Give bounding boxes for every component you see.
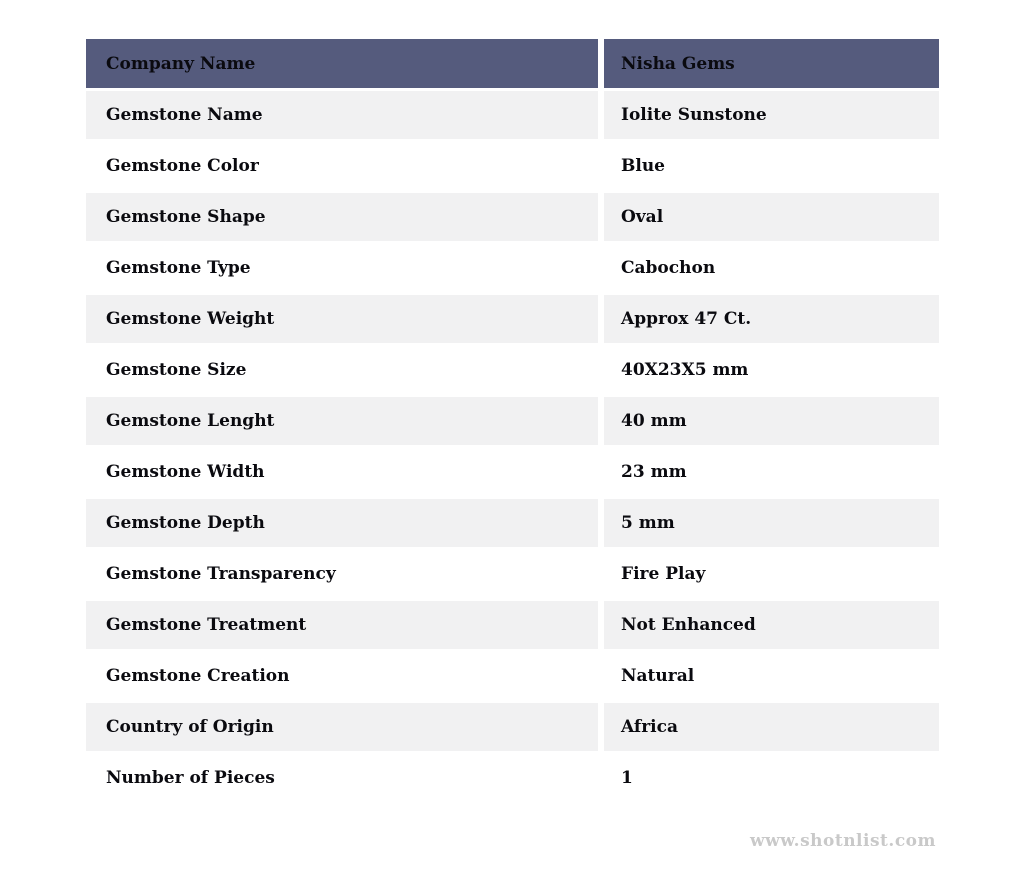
spec-value: Iolite Sunstone (604, 91, 939, 139)
spec-label: Gemstone Color (86, 142, 598, 190)
table-row-gemstone-shape (86, 193, 939, 241)
table-row-gemstone-width (86, 448, 939, 496)
spec-label: Gemstone Name (86, 91, 598, 139)
spec-value: Cabochon (604, 244, 939, 292)
spec-label: Country of Origin (86, 703, 598, 751)
spec-value: Blue (604, 142, 939, 190)
spec-label: Gemstone Type (86, 244, 598, 292)
spec-label: Number of Pieces (86, 754, 598, 802)
table-row-gemstone-size (86, 346, 939, 394)
spec-label: Gemstone Treatment (86, 601, 598, 649)
spec-label: Gemstone Transparency (86, 550, 598, 598)
spec-value: Africa (604, 703, 939, 751)
table-body (86, 91, 939, 802)
watermark: www.shotnlist.com (749, 831, 936, 851)
table-row-number-of-pieces (86, 754, 939, 802)
gemstone-spec-table (86, 39, 939, 805)
spec-value: Approx 47 Ct. (604, 295, 939, 343)
table-row-gemstone-creation (86, 652, 939, 700)
spec-value: Oval (604, 193, 939, 241)
spec-value: Fire Play (604, 550, 939, 598)
table-row-country-of-origin (86, 703, 939, 751)
spec-value: Natural (604, 652, 939, 700)
table-row-gemstone-lenght (86, 397, 939, 445)
table-row-gemstone-weight (86, 295, 939, 343)
table-row-gemstone-color (86, 142, 939, 190)
spec-label: Gemstone Lenght (86, 397, 598, 445)
spec-value: 23 mm (604, 448, 939, 496)
table-row-gemstone-type (86, 244, 939, 292)
header-label-cell: Company Name (86, 39, 598, 88)
spec-value: 40X23X5 mm (604, 346, 939, 394)
spec-value: 5 mm (604, 499, 939, 547)
header-value-cell: Nisha Gems (604, 39, 939, 88)
spec-value: 40 mm (604, 397, 939, 445)
spec-value: Not Enhanced (604, 601, 939, 649)
spec-label: Gemstone Size (86, 346, 598, 394)
table-row-gemstone-depth (86, 499, 939, 547)
table-row-gemstone-transparency (86, 550, 939, 598)
spec-label: Gemstone Creation (86, 652, 598, 700)
spec-label: Gemstone Depth (86, 499, 598, 547)
table-row-gemstone-treatment (86, 601, 939, 649)
table-header-row (86, 39, 939, 88)
spec-value: 1 (604, 754, 939, 802)
table-row-gemstone-name (86, 91, 939, 139)
spec-label: Gemstone Width (86, 448, 598, 496)
spec-label: Gemstone Shape (86, 193, 598, 241)
spec-label: Gemstone Weight (86, 295, 598, 343)
